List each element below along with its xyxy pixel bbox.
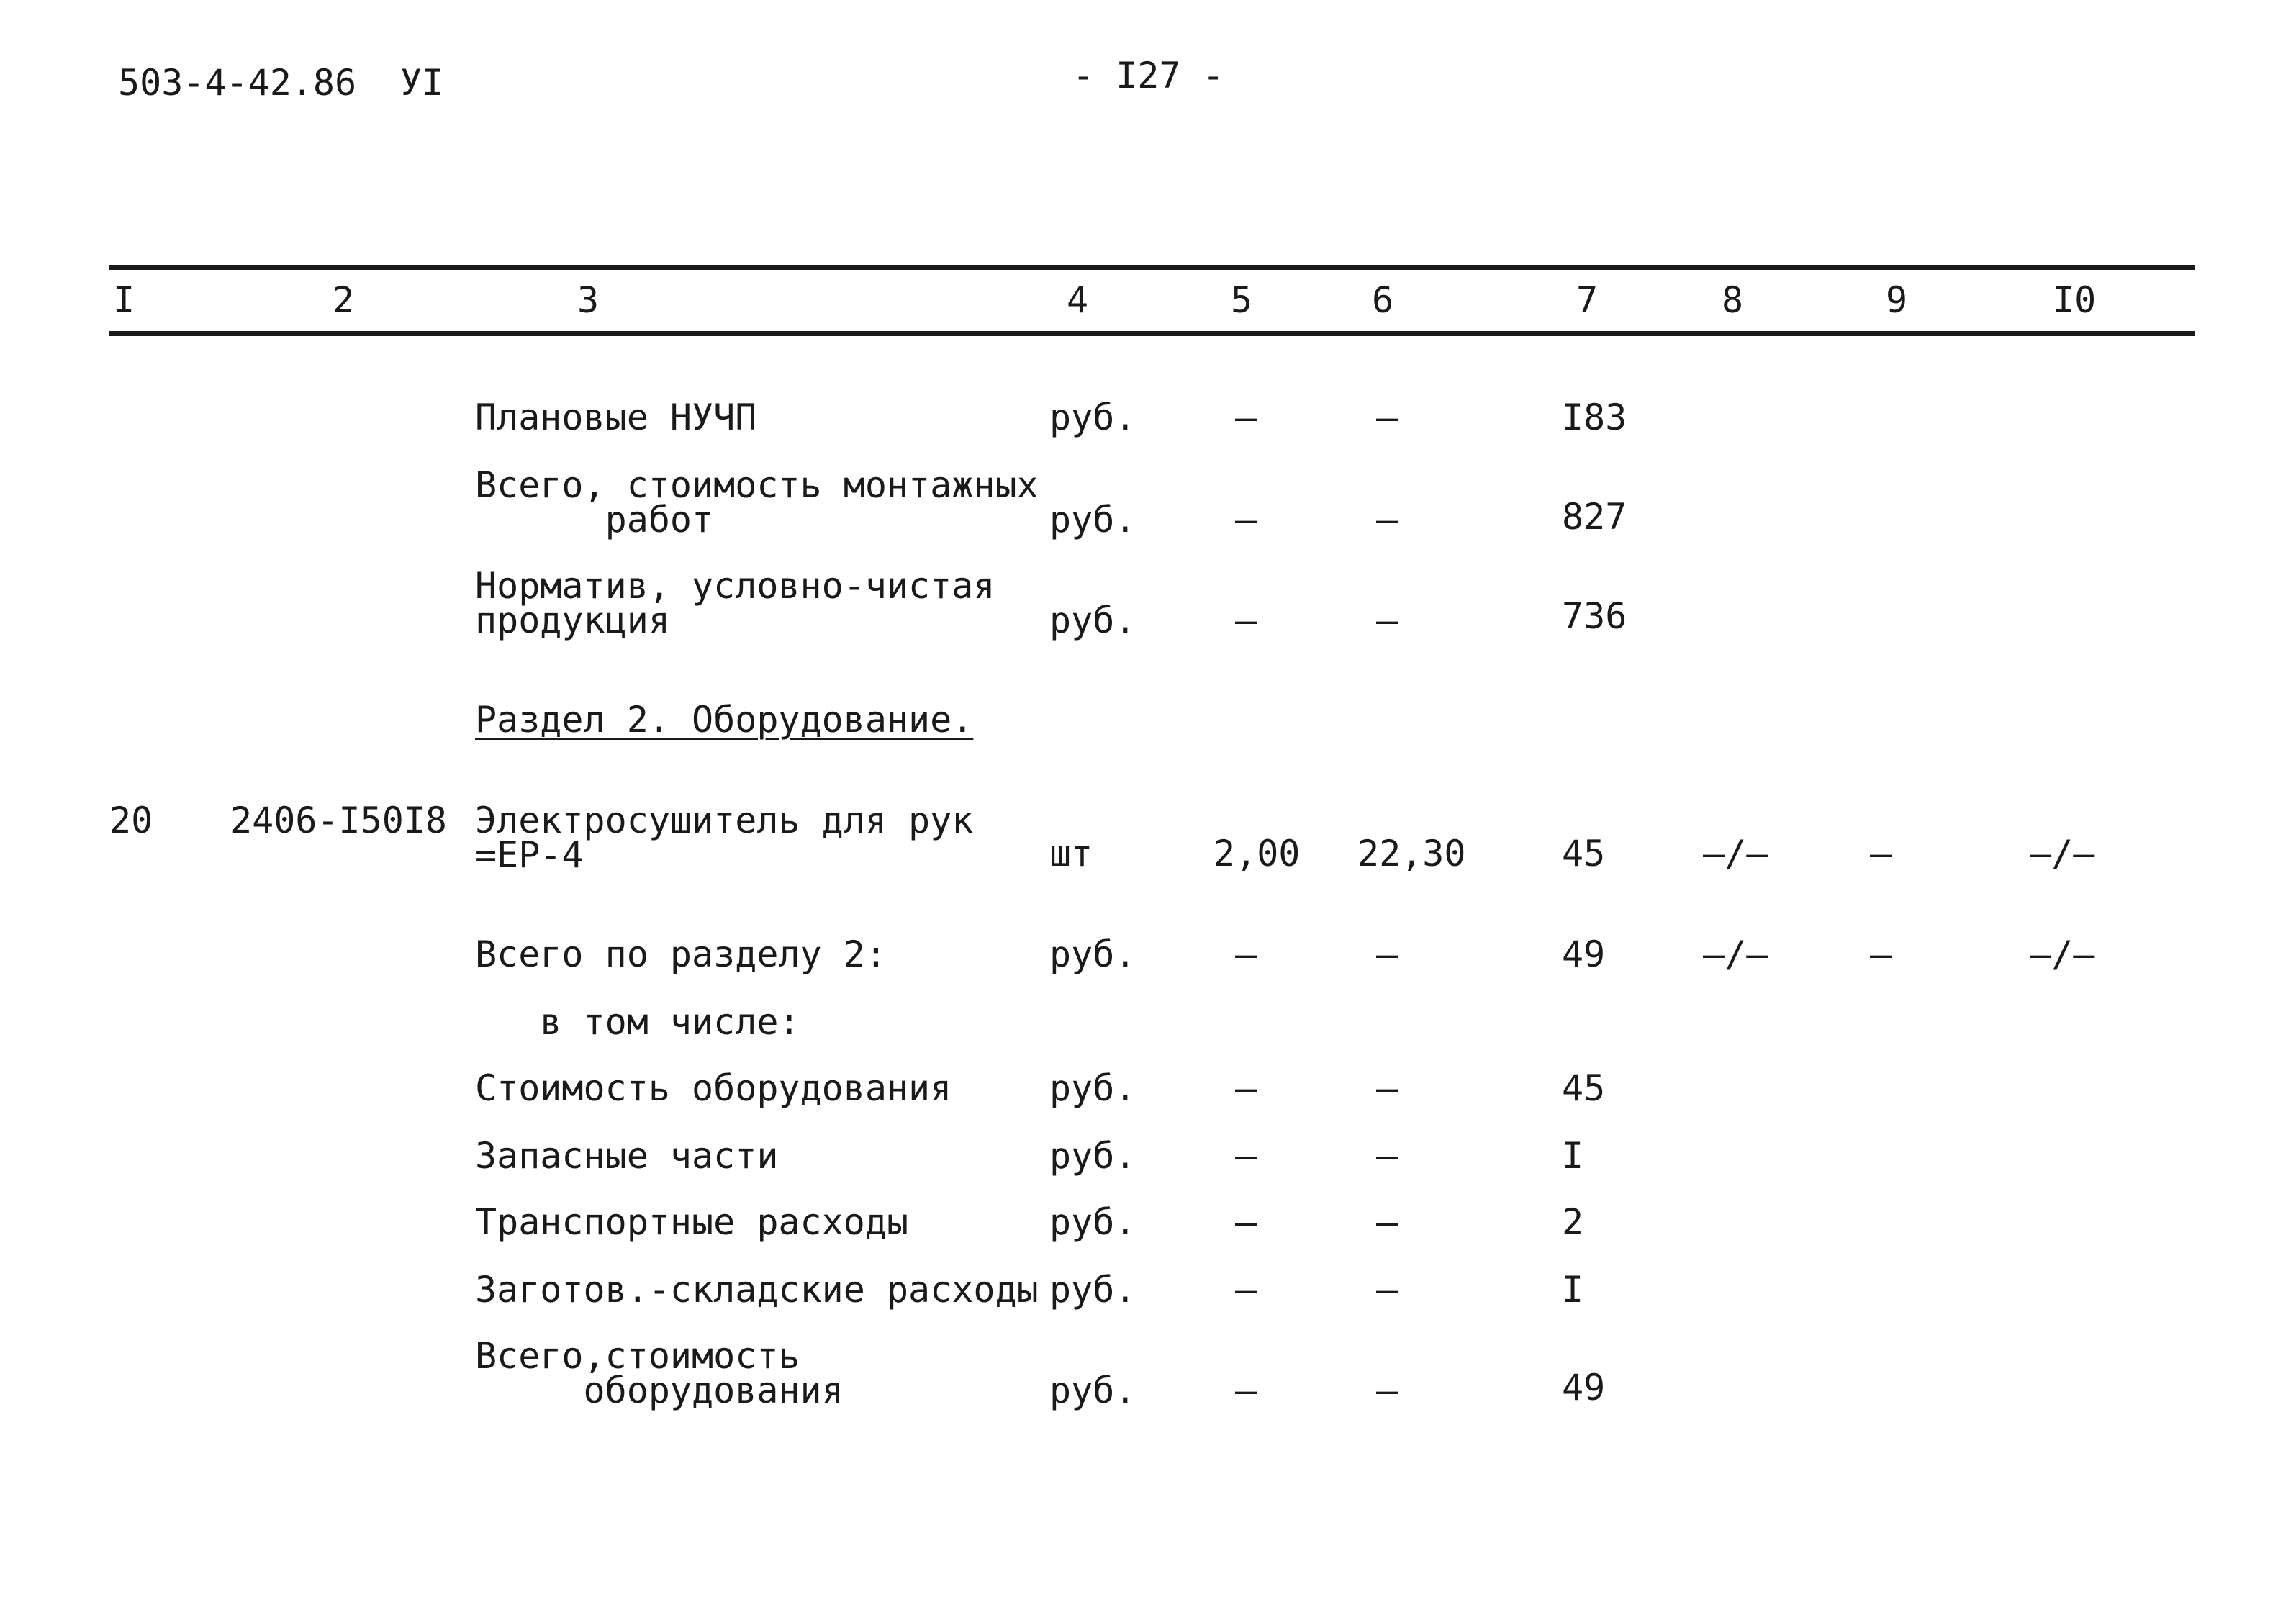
row-unit-price: 22,30 xyxy=(1357,833,1466,874)
table-header-rule xyxy=(109,331,2195,336)
row-quantity: – xyxy=(1235,499,1257,540)
row-unit: руб. xyxy=(1049,499,1136,540)
row-unit-price: – xyxy=(1376,397,1398,438)
row-unit-price: – xyxy=(1376,1269,1398,1311)
row-description: в том числе: xyxy=(475,1001,800,1043)
row-quantity: – xyxy=(1235,1135,1257,1177)
row-total: 49 xyxy=(1562,1367,1606,1408)
row-unit: руб. xyxy=(1049,1135,1136,1177)
column-number-9: 9 xyxy=(1886,279,1908,321)
row-description: Норматив, условно-чистая продукция xyxy=(475,565,995,641)
row-description: Всего по разделу 2: xyxy=(475,933,887,975)
row-total: I83 xyxy=(1562,397,1627,438)
row-unit: руб. xyxy=(1049,397,1136,438)
row-quantity: – xyxy=(1235,397,1257,438)
column-number-8: 8 xyxy=(1722,279,1744,321)
row-column-9: – xyxy=(1870,933,1892,975)
row-quantity: – xyxy=(1235,1370,1257,1411)
table-top-rule xyxy=(109,265,2195,270)
row-unit: руб. xyxy=(1049,1067,1136,1109)
column-number-1: I xyxy=(113,279,135,321)
row-total: I xyxy=(1562,1135,1584,1177)
row-description: Транспортные расходы xyxy=(475,1201,909,1243)
row-column-10: –/– xyxy=(2030,833,2095,874)
row-unit-price: – xyxy=(1376,600,1398,641)
row-description: Стоимость оборудования xyxy=(475,1067,952,1109)
row-description: Заготов.-складские расходы xyxy=(475,1269,1039,1311)
column-number-3: 3 xyxy=(577,279,600,321)
row-column-10: –/– xyxy=(2030,933,2095,975)
column-number-4: 4 xyxy=(1067,279,1089,321)
row-description: Всего,стоимость оборудования xyxy=(475,1335,844,1411)
row-total: 736 xyxy=(1562,595,1627,637)
column-number-10: I0 xyxy=(2053,279,2097,321)
row-unit-price: – xyxy=(1376,1135,1398,1177)
row-unit-price: – xyxy=(1376,499,1398,540)
section-mark: УI xyxy=(400,62,444,104)
page-number: - I27 - xyxy=(1072,55,1224,96)
row-total: 49 xyxy=(1562,933,1606,975)
row-total: 45 xyxy=(1562,833,1606,874)
row-unit: руб. xyxy=(1049,600,1136,641)
row-description: Плановые НУЧП xyxy=(475,397,757,438)
row-unit-price: – xyxy=(1376,1067,1398,1109)
row-unit: руб. xyxy=(1049,933,1136,975)
row-quantity: – xyxy=(1235,600,1257,641)
row-code: 2406-I50I8 xyxy=(230,800,448,841)
section-heading: Раздел 2. Оборудование. xyxy=(475,699,974,741)
row-description: Запасные части xyxy=(475,1135,779,1177)
row-total: 2 xyxy=(1562,1201,1584,1243)
row-unit: шт xyxy=(1049,833,1093,874)
row-description: Электросушитель для рук =ЕР-4 xyxy=(475,800,974,876)
column-number-7: 7 xyxy=(1576,279,1599,321)
row-unit-price: – xyxy=(1376,1201,1398,1243)
row-unit: руб. xyxy=(1049,1201,1136,1243)
document-code: 503-4-42.86 xyxy=(118,62,357,104)
row-total: 45 xyxy=(1562,1067,1606,1109)
column-number-5: 5 xyxy=(1231,279,1253,321)
row-quantity: 2,00 xyxy=(1213,833,1301,874)
row-total: 827 xyxy=(1562,496,1627,538)
row-unit: руб. xyxy=(1049,1370,1136,1411)
column-number-6: 6 xyxy=(1372,279,1394,321)
row-column-9: – xyxy=(1870,833,1892,874)
row-quantity: – xyxy=(1235,933,1257,975)
row-column-8: –/– xyxy=(1703,933,1768,975)
row-unit: руб. xyxy=(1049,1269,1136,1311)
row-unit-price: – xyxy=(1376,1370,1398,1411)
row-quantity: – xyxy=(1235,1269,1257,1311)
row-unit-price: – xyxy=(1376,933,1398,975)
row-column-8: –/– xyxy=(1703,833,1768,874)
row-description: Всего, стоимость монтажных работ xyxy=(475,464,1039,540)
row-quantity: – xyxy=(1235,1067,1257,1109)
row-quantity: – xyxy=(1235,1201,1257,1243)
row-total: I xyxy=(1562,1269,1584,1311)
column-number-2: 2 xyxy=(333,279,355,321)
row-position-number: 20 xyxy=(109,800,153,841)
